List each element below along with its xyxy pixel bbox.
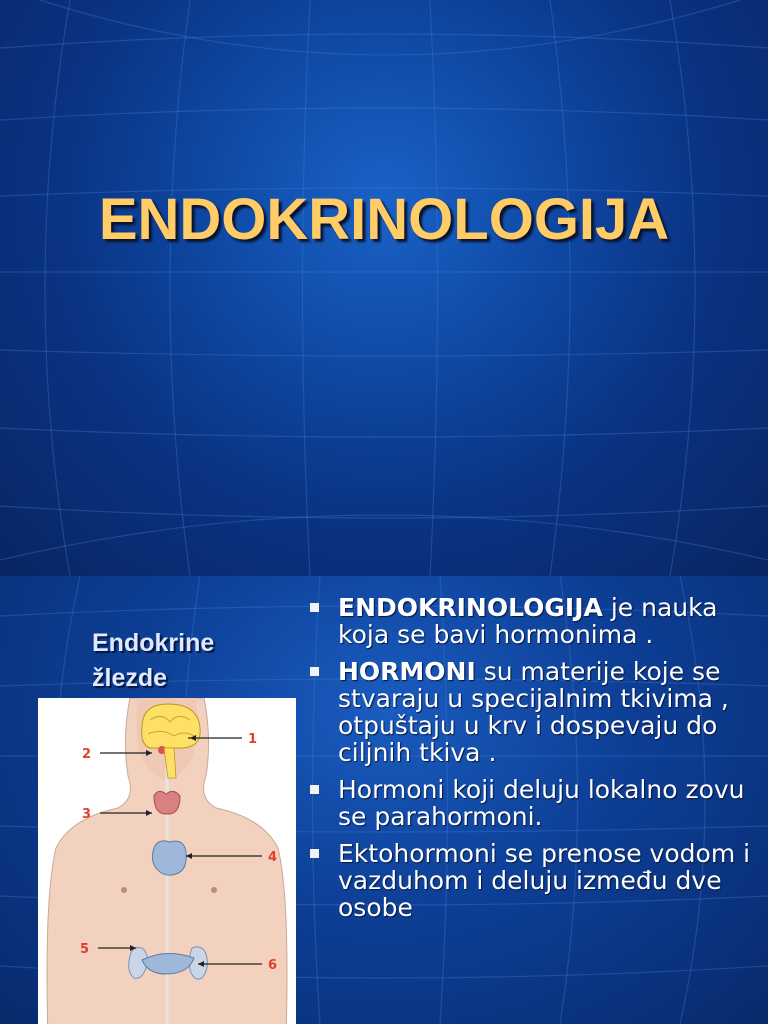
bullet-square-icon <box>310 849 319 858</box>
label-4: 4 <box>268 850 278 865</box>
label-3: 3 <box>82 807 92 822</box>
bullet-text: Ektohormoni se prenose vodom i vazduhom i deluju između dve osobe <box>338 839 751 922</box>
bullet-text: Hormoni koji deluju lokalno zovu se parahormoni. <box>338 775 745 831</box>
thyroid <box>154 791 180 814</box>
bullet-item <box>308 594 768 648</box>
body-diagram <box>38 698 296 1024</box>
slide-title: ENDOKRINOLOGIJA <box>98 187 670 252</box>
side-label-line1: Endokrine <box>92 629 215 657</box>
brain <box>142 704 201 748</box>
label-6: 6 <box>268 958 278 973</box>
endocrine-glands-figure <box>38 698 296 1024</box>
label-5: 5 <box>80 942 90 957</box>
bullet-item <box>308 840 768 921</box>
bullet-text: su materije koje se stvaraju u specijalnim tkivima , otpuštaju u krv i dospevaju do ciljnih tkiva . <box>338 657 729 767</box>
side-label-line2: žlezde <box>92 664 168 692</box>
content-slide <box>0 576 768 1024</box>
label-1: 1 <box>248 732 258 747</box>
thymus <box>152 841 186 875</box>
bullet-square-icon <box>310 603 319 612</box>
bullet-item <box>308 658 768 766</box>
side-label <box>92 626 214 696</box>
bullet-text: je nauka koja se bavi hormonima . <box>338 593 718 649</box>
bullet-item <box>308 776 768 830</box>
bullet-square-icon <box>310 667 319 676</box>
bullet-bold-term: ENDOKRINOLOGIJA <box>338 593 603 622</box>
bullet-list <box>308 594 768 931</box>
label-2: 2 <box>82 747 92 762</box>
bullet-bold-term: HORMONI <box>338 657 476 686</box>
bullet-square-icon <box>310 785 319 794</box>
